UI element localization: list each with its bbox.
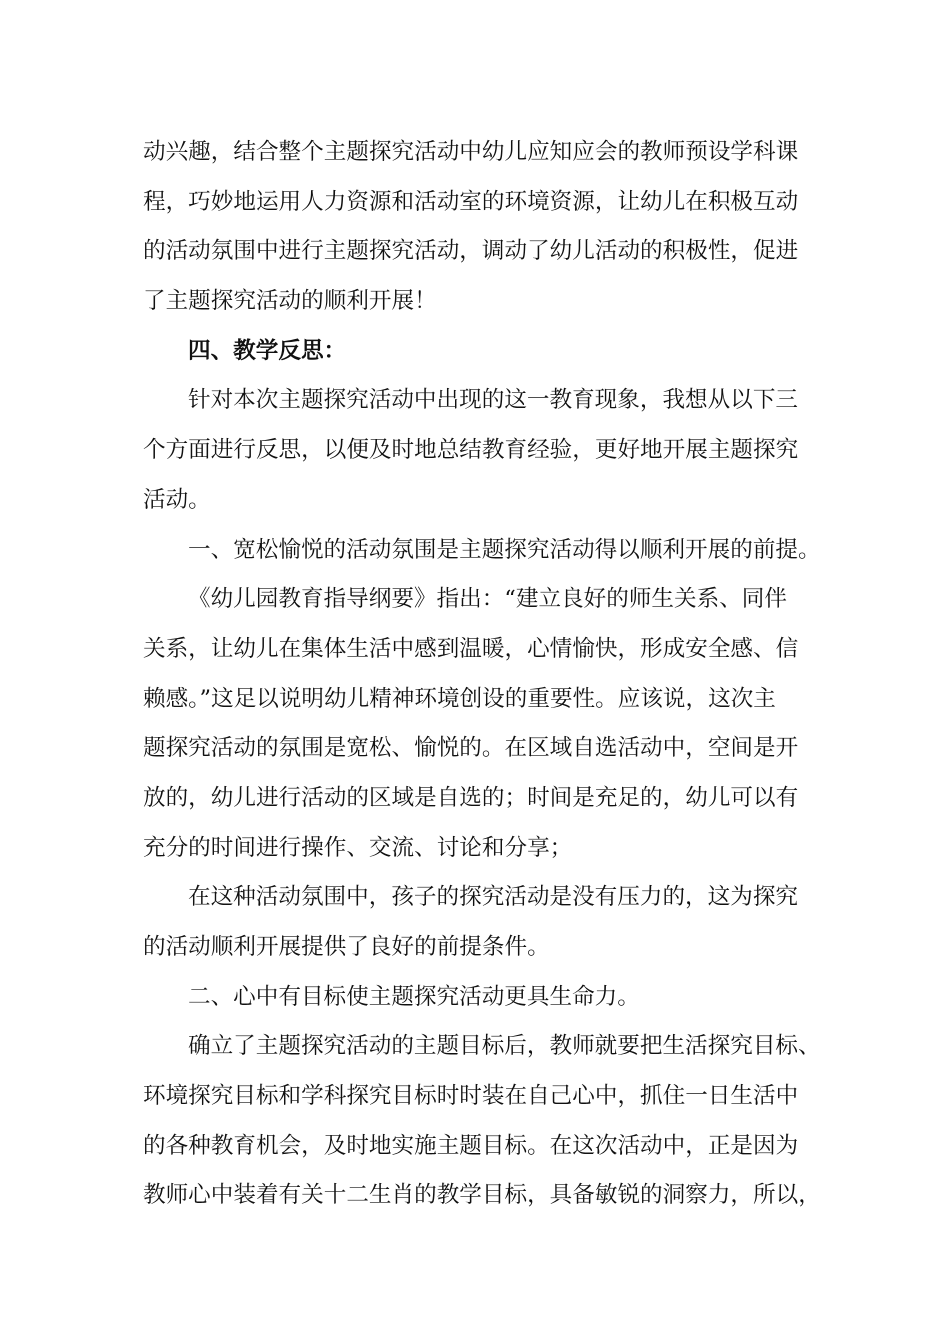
- text-line: 题探究活动的氛围是宽松、愉悦的。在区域自选活动中，空间是开: [143, 735, 799, 762]
- text-line: 针对本次主题探究活动中出现的这一教育现象，我想从以下三: [188, 387, 799, 414]
- text-line: 充分的时间进行操作、交流、讨论和分享；: [143, 834, 573, 861]
- subsection-heading: 二、心中有目标使主题探究活动更具生命力。: [188, 983, 640, 1010]
- text-line: 的各种教育机会，及时地实施主题目标。在这次活动中，正是因为: [143, 1132, 799, 1159]
- text-line: 的活动顺利开展提供了良好的前提条件。: [143, 934, 550, 960]
- text-line: 关系，让幼儿在集体生活中感到温暖，心情愉快，形成安全感、信: [143, 635, 799, 662]
- section-heading: 四、教学反思：: [188, 337, 347, 364]
- body-text: [143, 128, 823, 1221]
- text-line: 了主题探究活动的顺利开展！: [143, 288, 437, 315]
- text-line: 确立了主题探究活动的主题目标后，教师就要把生活探究目标、: [188, 1033, 821, 1060]
- text-line: 环境探究目标和学科探究目标时时装在自己心中，抓住一日生活中: [143, 1083, 799, 1110]
- text-line: 放的，幼儿进行活动的区域是自选的；时间是充足的，幼儿可以有: [143, 784, 799, 811]
- subsection-heading: 一、宽松愉悦的活动氛围是主题探究活动得以顺利开展的前提。: [188, 536, 821, 563]
- text-line: 在这种活动氛围中，孩子的探究活动是没有压力的，这为探究: [188, 884, 799, 911]
- text-line: 动兴趣，结合整个主题探究活动中幼儿应知应会的教师预设学科课: [143, 139, 799, 165]
- text-line: 《幼儿园教育指导纲要》指出：“建立良好的师生关系、同伴: [188, 586, 787, 613]
- text-line: 教师心中装着有关十二生肖的教学目标，具备敏锐的洞察力，所以，: [143, 1182, 821, 1209]
- text-line: 程，巧妙地运用人力资源和活动室的环境资源，让幼儿在积极互动: [143, 188, 799, 215]
- text-line: 的活动氛围中进行主题探究活动，调动了幼儿活动的积极性，促进: [143, 238, 799, 265]
- text-line: 赖感。”这足以说明幼儿精神环境创设的重要性。应该说，这次主: [143, 685, 776, 712]
- text-line: 活动。: [143, 486, 211, 513]
- text-line: 个方面进行反思，以便及时地总结教育经验，更好地开展主题探究: [143, 437, 799, 464]
